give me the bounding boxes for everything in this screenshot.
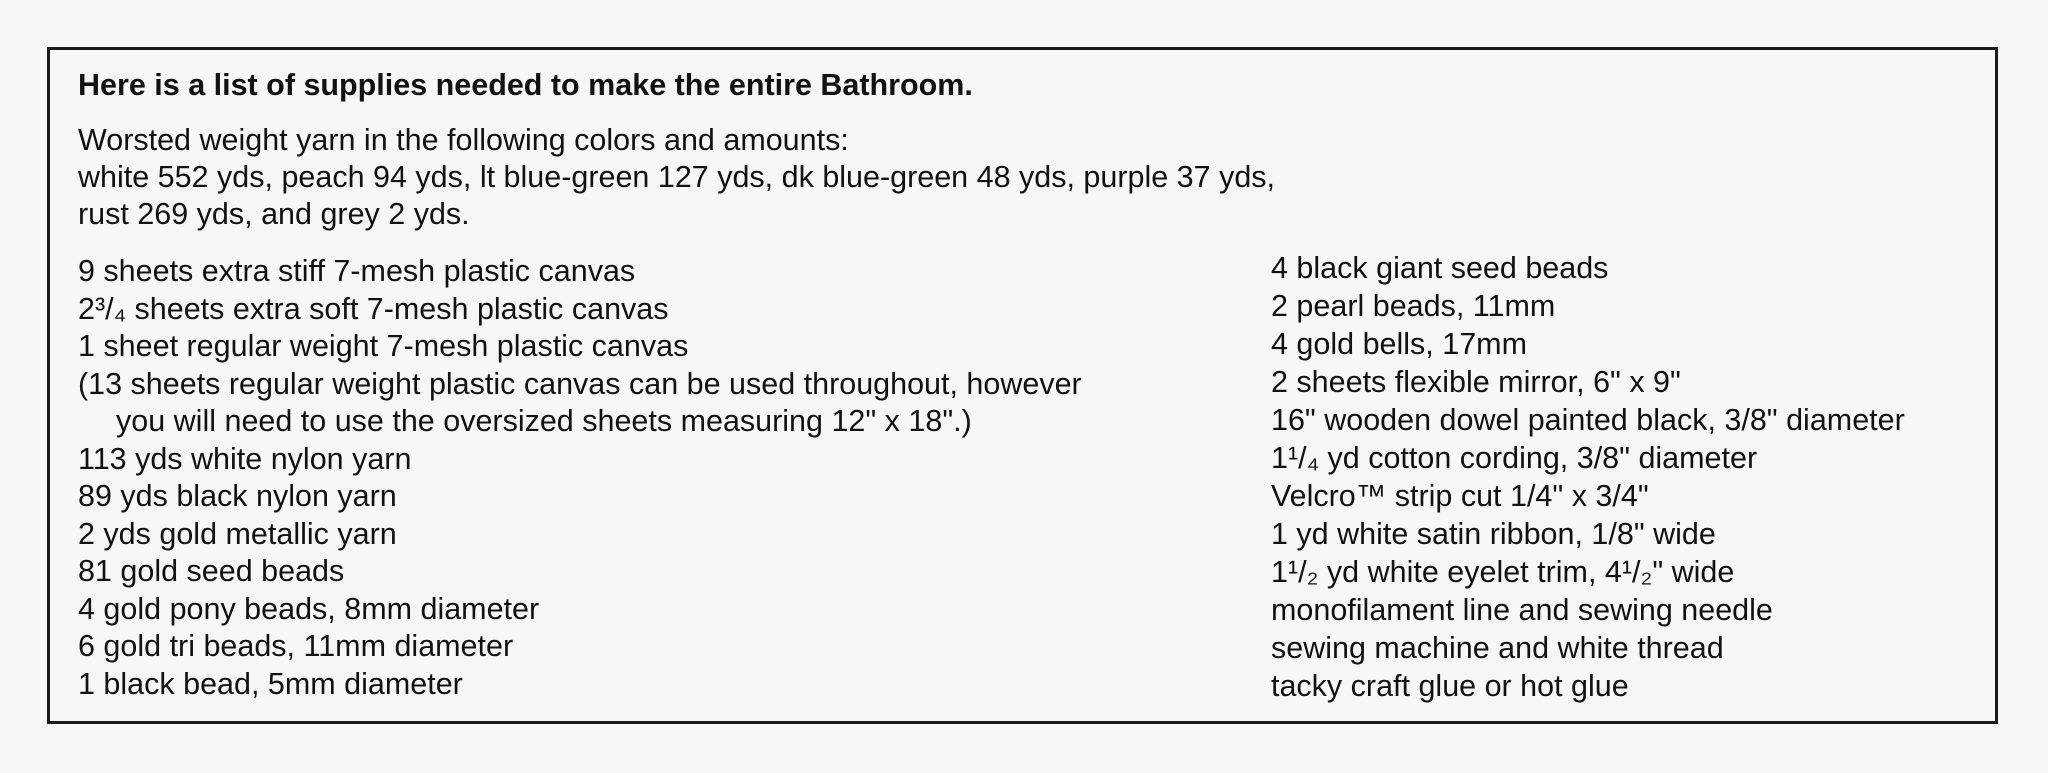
list-item: 2 yds gold metallic yarn (78, 516, 397, 551)
list-item: 113 yds white nylon yarn (78, 441, 412, 476)
yarn-section (78, 122, 1275, 233)
supplies-title: Here is a list of supplies needed to make the entire Bathroom. (78, 68, 973, 102)
list-item: 2 sheets flexible mirror, 6" x 9" (1271, 365, 1681, 399)
list-item: 1¹/₄ yd cotton cording, 3/8" diameter (1271, 441, 1758, 475)
list-item: tacky craft glue or hot glue (1271, 669, 1629, 703)
yarn-colors-line-1: white 552 yds, peach 94 yds, lt blue-green 127 yds, dk blue-green 48 yds, purple 37 yds, (78, 160, 1276, 194)
list-item: 1 yd white satin ribbon, 1/8" wide (1271, 517, 1716, 551)
supplies-list-right (1271, 249, 1905, 705)
list-item: 89 yds black nylon yarn (78, 479, 397, 513)
yarn-heading: Worsted weight yarn in the following colors and amounts: (78, 123, 849, 157)
supplies-list-left (78, 253, 1082, 703)
list-item: 4 gold pony beads, 8mm diameter (78, 591, 540, 626)
list-item: 9 sheets extra stiff 7-mesh plastic canvas (78, 254, 636, 288)
list-item: sewing machine and white thread (1271, 631, 1724, 665)
list-item: you will need to use the oversized sheets measuring 12" x 18".) (116, 404, 972, 438)
list-item: 16" wooden dowel painted black, 3/8" diameter (1271, 403, 1905, 437)
list-item: 4 black giant seed beads (1271, 251, 1609, 285)
supplies-box (47, 47, 1998, 724)
list-item: 81 gold seed beads (78, 554, 345, 588)
list-item: 2 pearl beads, 11mm (1271, 289, 1556, 323)
list-item: (13 sheets regular weight plastic canvas can be used throughout, however (78, 366, 1082, 401)
list-item: 4 gold bells, 17mm (1271, 327, 1527, 361)
list-item: 6 gold tri beads, 11mm diameter (78, 629, 514, 663)
list-item: 1 black bead, 5mm diameter (78, 666, 463, 701)
list-item: 1¹/₂ yd white eyelet trim, 4¹/₂" wide (1271, 555, 1735, 589)
yarn-colors-line-2: rust 269 yds, and grey 2 yds. (78, 197, 470, 231)
list-item: Velcro™ strip cut 1/4" x 3/4" (1271, 479, 1649, 513)
list-item: monofilament line and sewing needle (1271, 593, 1773, 627)
list-item: 2³/₄ sheets extra soft 7-mesh plastic canvas (78, 291, 669, 326)
list-item: 1 sheet regular weight 7-mesh plastic canvas (78, 329, 689, 363)
